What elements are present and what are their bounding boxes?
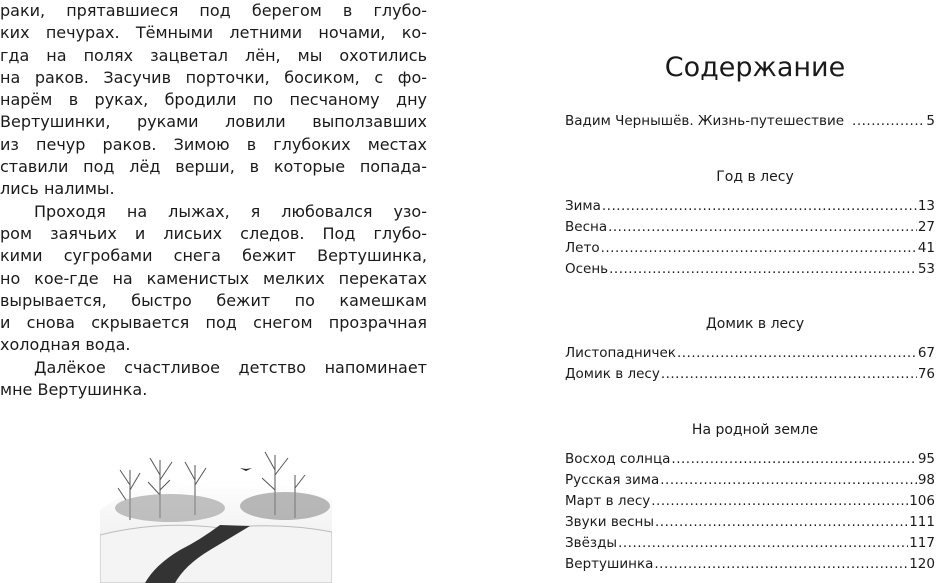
toc-entry-label: Листопадничек [565,345,676,361]
leader-dots [660,470,917,491]
toc-entry-label: Зима [565,198,601,214]
text-line: раки, прятавшиеся под берегом в глубо- [0,1,427,20]
toc-entry-page: 67 [917,345,935,361]
toc-entry[interactable] [565,343,935,364]
text-line: из печур раков. Зимою в глубоких местах [0,134,427,154]
toc-entry-page: 106 [909,493,935,509]
toc-entry-label: Восход солнца [565,451,671,467]
toc-entry-label: Звуки весны [565,514,654,530]
toc-entry-page: 13 [917,198,935,214]
toc-entry[interactable] [565,554,935,575]
toc-entry-label: Март в лесу [565,493,651,509]
toc-section-heading: На родной земле [691,422,819,438]
toc-entry-label: Домик в лесу [565,366,660,382]
text-line: вырывается, быстро бежит по камешкам [0,290,427,310]
toc-entry[interactable] [565,238,935,259]
leader-dots [661,364,917,385]
text-line: гда на полях зацветал лён, мы охотились [0,45,427,65]
toc-entry-page: 41 [917,240,935,256]
toc-entry[interactable] [565,533,935,554]
text-line: кими сугробами снега бежит Вертушинка, [0,246,427,266]
text-line: нарём в руках, бродили по песчаному дну [0,90,427,110]
leader-dots [654,554,908,575]
leader-dots [601,238,917,259]
text-line: ких печурах. Тёмными летними ночами, ко- [0,23,427,43]
toc-entry-label: Звёзды [565,535,618,551]
text-line: на раков. Засучив порточки, босиком, с фо- [0,67,427,87]
toc-entry[interactable] [565,364,935,385]
toc-entry-page: 76 [917,366,935,382]
toc-entry[interactable] [565,512,935,533]
toc-entry-page: 53 [917,261,935,277]
text-line: мне Вертушинка. [0,380,148,400]
toc-entry-label: Русская зима [565,472,660,488]
text-line: Вертушинки, руками ловили выползавших [0,112,427,132]
toc-entry[interactable] [565,491,935,512]
text-line: ром заячьих и лисьих следов. Под глубо- [0,223,427,243]
leader-dots [618,533,908,554]
text-line: холодная вода. [0,335,131,355]
toc-entry-label: Лето [565,240,600,256]
toc-entry[interactable] [565,449,935,470]
toc-entry[interactable] [565,217,935,238]
toc-entry-label: Вертушинка [565,556,654,572]
leader-dots [651,491,908,512]
toc-entry-label: Осень [565,261,609,277]
text-line: Далёкое счастливое детство напоминает [34,357,427,377]
leader-dots [852,111,925,132]
toc-entry-label: Вадим Чернышёв. Жизнь-путешествие [565,113,845,129]
toc-entry-page: 98 [917,472,935,488]
leader-dots [671,449,916,470]
toc-entry[interactable] [565,196,935,217]
leader-dots [608,217,917,238]
toc-section-heading: Год в лесу [716,169,794,185]
toc-section-heading: Домик в лесу [705,316,805,332]
toc-entry[interactable] [565,111,935,132]
leader-dots [655,512,908,533]
toc-entry[interactable] [565,259,935,280]
text-line: лись налимы. [0,179,115,199]
leader-dots [602,196,917,217]
leader-dots [609,259,917,280]
text-line: ставили под лёд верши, в которые попада- [0,157,427,177]
left-page-text [0,0,427,401]
toc-entry-page: 117 [909,535,935,551]
toc-entry-label: Весна [565,219,608,235]
toc-entry-page: 27 [917,219,935,235]
leader-dots [677,343,917,364]
toc-entry-page: 120 [909,556,935,572]
winter-landscape-illustration [100,440,332,583]
toc-entry[interactable] [565,470,935,491]
text-line: Проходя на лыжах, я любовался узо- [34,201,427,221]
text-line: и снова скрывается под снегом прозрачная [0,313,427,333]
toc-title: Содержание [664,52,846,83]
toc-entry-page: 5 [926,113,935,129]
toc-entry-page: 111 [909,514,935,530]
text-line: но кое-где на каменистых мелких перекатах [0,268,427,288]
toc-entry-page: 95 [917,451,935,467]
